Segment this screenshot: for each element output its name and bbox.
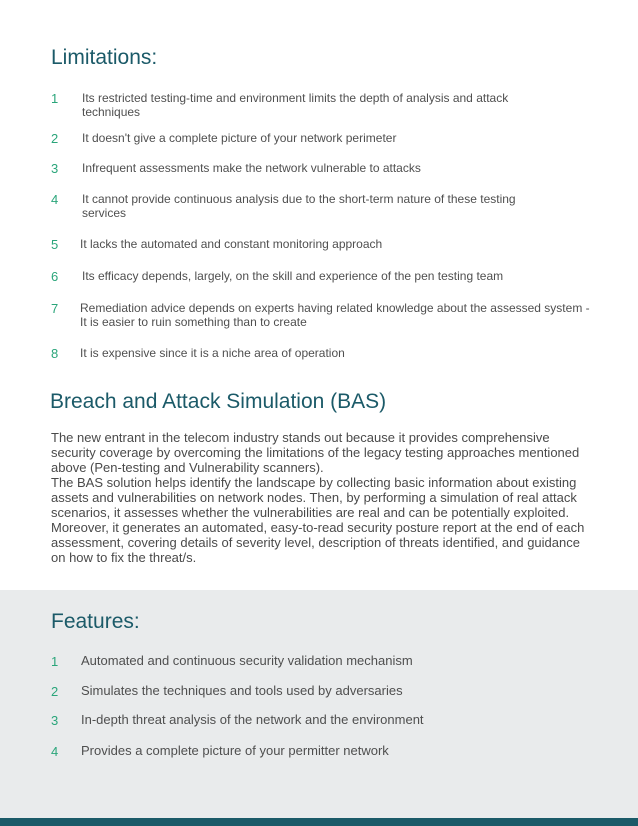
item-text: Its efficacy depends, largely, on the skill and experience of the pen testing team xyxy=(82,269,504,283)
item-number: 1 xyxy=(51,91,59,106)
item-text: It cannot provide continuous analysis due to the short-term nature of these testing services xyxy=(82,192,516,220)
item-text: It doesn't give a complete picture of your network perimeter xyxy=(82,131,397,145)
item-number: 5 xyxy=(51,237,59,252)
item-text: Simulates the techniques and tools used by adversaries xyxy=(81,683,403,698)
bas-paragraph-1: The new entrant in the telecom industry stands out because it provides comprehensive security coverage by overcoming the limitations of the legacy testing approaches mentioned above (Pen-testing and Vulnerability scanners). xyxy=(51,430,580,475)
limitations-heading: Limitations: xyxy=(51,46,158,69)
item-number: 7 xyxy=(51,301,59,316)
item-number: 2 xyxy=(51,131,59,146)
item-text: Provides a complete picture of your permitter network xyxy=(81,743,389,758)
item-number: 2 xyxy=(51,684,59,699)
bas-description xyxy=(51,430,591,565)
item-text: It lacks the automated and constant monitoring approach xyxy=(80,237,383,251)
features-heading: Features: xyxy=(51,610,140,633)
item-text: Automated and continuous security validation mechanism xyxy=(81,653,413,668)
footer-bar xyxy=(0,818,638,826)
item-text: Remediation advice depends on experts having related knowledge about the assessed system - It is easier to ruin something than to create xyxy=(80,301,590,329)
bas-heading: Breach and Attack Simulation (BAS) xyxy=(50,390,387,413)
item-number: 8 xyxy=(51,346,59,361)
bas-paragraph-2: The BAS solution helps identify the landscape by collecting basic information about existing assets and vulnerabilities on network nodes. Then, by performing a simulation of real attack scenarios, it assesses whether the vulnerabilities are real and can be potentially exploited. Moreover, it generates an automated, easy-to-read security posture report at the end of each assessment, covering details of severity level, description of threats identified, and guidance on how to fix the threat/s. xyxy=(51,475,585,565)
item-text: Infrequent assessments make the network vulnerable to attacks xyxy=(82,161,421,175)
item-text: Its restricted testing-time and environment limits the depth of analysis and attack techniques xyxy=(82,91,509,119)
item-number: 3 xyxy=(51,713,59,728)
item-number: 4 xyxy=(51,744,59,759)
item-number: 4 xyxy=(51,192,59,207)
item-text: It is expensive since it is a niche area of operation xyxy=(80,346,345,360)
item-number: 3 xyxy=(51,161,59,176)
item-number: 1 xyxy=(51,654,59,669)
item-number: 6 xyxy=(51,269,59,284)
item-text: In-depth threat analysis of the network and the environment xyxy=(81,712,424,727)
